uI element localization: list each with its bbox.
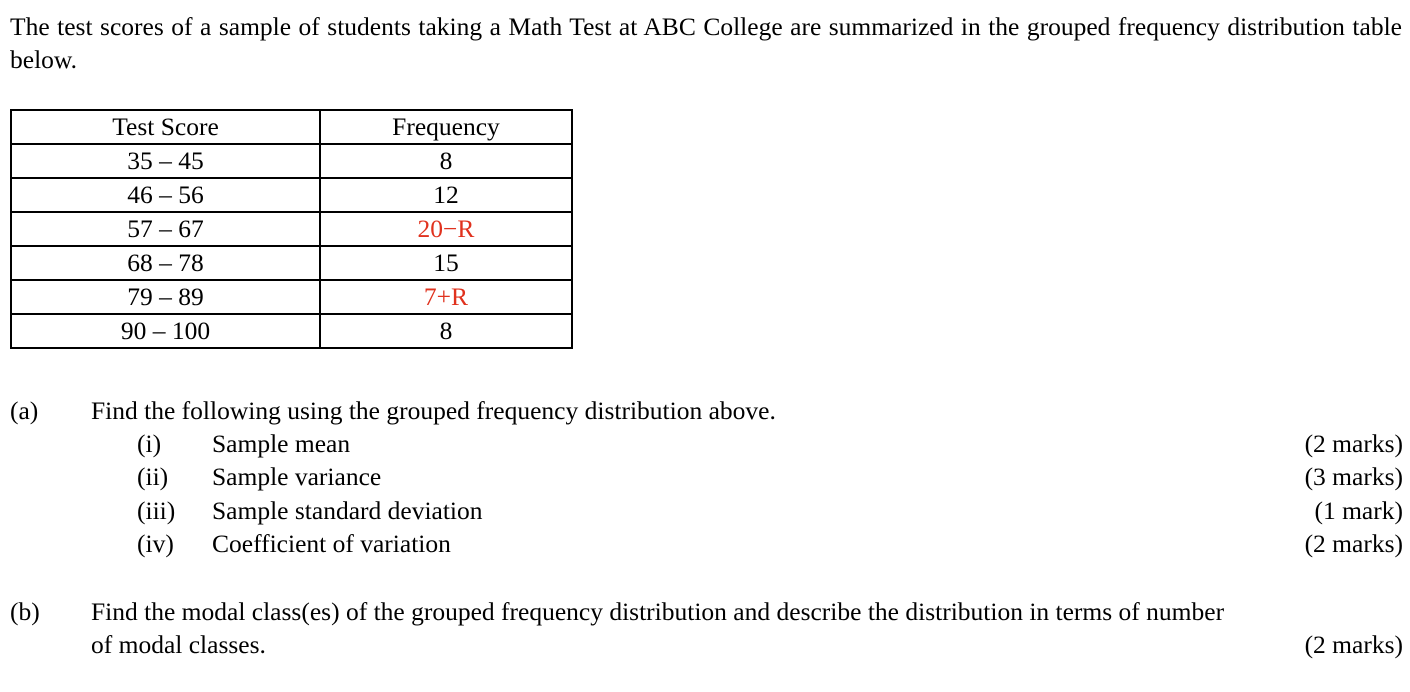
table-row bbox=[11, 178, 572, 212]
frequency-cell-highlighted: 7+R bbox=[320, 280, 572, 314]
part-ii-number: (ii) bbox=[137, 462, 169, 491]
table-row bbox=[11, 314, 572, 348]
part-iii-marks: (1 mark) bbox=[1314, 496, 1403, 525]
part-iv-number: (iv) bbox=[137, 529, 174, 558]
frequency-cell: 8 bbox=[320, 314, 572, 348]
part-ii-text: Sample variance bbox=[212, 462, 382, 491]
header-frequency: Frequency bbox=[320, 110, 572, 144]
part-iii-text: Sample standard deviation bbox=[212, 496, 483, 525]
score-cell: 90 – 100 bbox=[11, 314, 320, 348]
part-i-text: Sample mean bbox=[212, 429, 351, 458]
table-row bbox=[11, 280, 572, 314]
question-b-marks: (2 marks) bbox=[1304, 630, 1403, 659]
part-iv-text: Coefficient of variation bbox=[212, 529, 451, 558]
frequency-cell-highlighted: 20−R bbox=[320, 212, 572, 246]
question-b-line2: of modal classes. bbox=[91, 630, 266, 659]
frequency-cell: 8 bbox=[320, 144, 572, 178]
part-iii-number: (iii) bbox=[137, 496, 176, 525]
question-b-line1: Find the modal class(es) of the grouped frequency distribution and describe the distribution in terms of number bbox=[91, 597, 1225, 626]
question-a-text: Find the following using the grouped frequency distribution above. bbox=[91, 396, 776, 425]
part-ii-marks: (3 marks) bbox=[1304, 462, 1403, 491]
frequency-cell: 12 bbox=[320, 178, 572, 212]
frequency-cell: 15 bbox=[320, 246, 572, 280]
score-cell: 57 – 67 bbox=[11, 212, 320, 246]
score-cell: 79 – 89 bbox=[11, 280, 320, 314]
part-i-marks: (2 marks) bbox=[1304, 429, 1403, 458]
score-cell: 68 – 78 bbox=[11, 246, 320, 280]
question-a-label: (a) bbox=[10, 396, 39, 425]
table-row bbox=[11, 246, 572, 280]
table-row bbox=[11, 144, 572, 178]
question-b-label: (b) bbox=[10, 597, 40, 626]
header-test-score: Test Score bbox=[11, 110, 320, 144]
intro-paragraph: The test scores of a sample of students taking a Math Test at ABC College are summarized in the grouped frequency distribution table below. bbox=[10, 12, 1402, 74]
part-iv-marks: (2 marks) bbox=[1304, 529, 1403, 558]
table-row bbox=[11, 212, 572, 246]
score-cell: 35 – 45 bbox=[11, 144, 320, 178]
frequency-table bbox=[10, 109, 573, 349]
table-header-row bbox=[11, 110, 572, 144]
part-i-number: (i) bbox=[137, 429, 162, 458]
score-cell: 46 – 56 bbox=[11, 178, 320, 212]
